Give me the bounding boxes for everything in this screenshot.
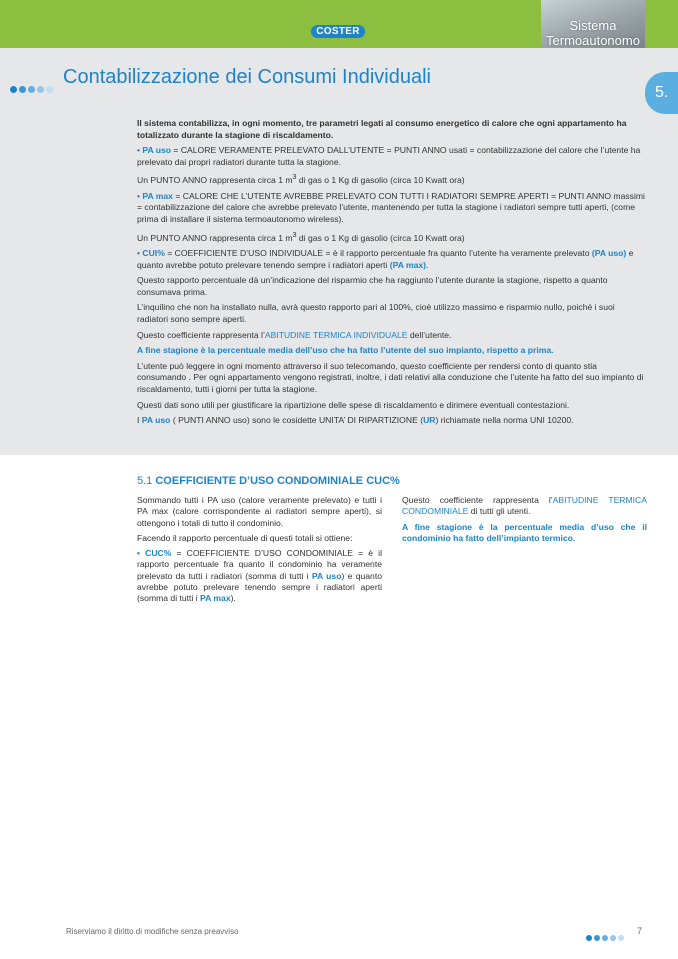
cui-term-pa-max: (PA max) <box>389 259 427 270</box>
corner-line-2: Termoautonomo <box>546 33 640 48</box>
abitudine-condominiale-paragraph <box>402 495 647 518</box>
intro-paragraph: Il sistema contabilizza, in ogni momento, tre parametri legati al consumo energetico di calore che ogni appartamento ha totalizzato durante la stagione di riscaldamento. <box>137 118 627 140</box>
abitudine-link: ABITUDINE TERMICA INDIVIDUALE <box>264 329 408 340</box>
section-number: 5.1 <box>137 475 153 487</box>
cuc-text-2: ) e quanto avrebbe potuto prelevare tenendo sempre i radiatori aperti (somma di tutti i <box>137 570 382 604</box>
punto-anno-paragraph-2 <box>137 230 647 244</box>
punto-anno-1-sup: 3 <box>292 173 297 182</box>
page-number: 7 <box>637 926 643 936</box>
chapter-tab: 5. <box>645 72 678 114</box>
cuc-term: • CUC% <box>137 548 172 559</box>
dot-4 <box>37 86 44 93</box>
ur-b: ( PUNTI ANNO uso) sono le cosidette UNITA’ DI RIPARTIZIONE ( <box>170 415 424 426</box>
cui-paragraph <box>137 248 647 271</box>
unita-ripartizione-paragraph <box>137 415 647 427</box>
fine-stagione-highlight: A fine stagione è la percentuale media dell’uso che ha fatto l’utente del suo impianto, rispetto a prima. <box>137 345 554 356</box>
cui-term-pa-uso: (PA uso) <box>591 248 627 259</box>
footer-dot-3 <box>602 935 608 941</box>
punto-anno-2-a: Un PUNTO ANNO rappresenta circa 1 m <box>137 232 293 243</box>
footer-dot-4 <box>610 935 616 941</box>
title-dots <box>10 80 55 98</box>
abit-cond-b: di tutti gli utenti. <box>468 506 531 517</box>
punto-anno-2-sup: 3 <box>292 230 297 239</box>
section-heading <box>137 475 400 487</box>
corner-line-1: Sistema <box>569 18 617 33</box>
cuc-term-pa-uso: PA uso <box>311 570 342 581</box>
cui-text-2: e quanto avrebbe potuto prelevare tenendo sempre i radiatori aperti <box>137 248 634 270</box>
ur-c: ) richiamate nella norma UNI 10200. <box>435 415 574 426</box>
abit-cond-a: Questo coefficiente rappresenta l’ <box>402 495 553 505</box>
dot-1 <box>10 86 17 93</box>
telecomando-paragraph: L’utente può leggere in ogni momento attraverso il suo telecomando, questo coefficiente per rendersi conto di quanto stia consumando . Per ogni appartamento vengono registrati, inoltre, i dati relativi alla conduzione che l’utente ha fatto del suo impianto di riscaldamento, tutti i giorni per tutta la stagione. <box>137 360 644 394</box>
pa-uso-paragraph <box>137 145 647 168</box>
abit-cond-link: ABITUDINE TERMICA CONDOMINIALE <box>402 495 647 517</box>
cuc-text-1: = COEFFICIENTE D’USO CONDOMINIALE = è il rapporto percentuale fra quanto il condominio ha veramente prelevato da tutti i radiatori (somma di tutti i <box>137 548 382 581</box>
punto-anno-1-a: Un PUNTO ANNO rappresenta circa 1 m <box>137 175 293 186</box>
pa-max-text: = CALORE CHE L’UTENTE AVREBBE PRELEVATO CON TUTTI I RADIATORI SEMPRE APERTI = PUNTI ANNO massimi = contabilizzazione del calore che avrebbe prelevato l’utente, mantenendo per tutta la stagione i radiatori sempre tutti aperti, (come prima di installare il sistema termoautonomo wireless). <box>137 190 645 225</box>
footer-note: Riserviamo il diritto di modifiche senza preavviso <box>66 927 239 936</box>
section-column-right <box>402 495 647 548</box>
abitudine-b: dell’utente. <box>407 329 452 340</box>
pa-max-paragraph <box>137 191 647 226</box>
page-title: Contabilizzazione dei Consumi Individuali <box>63 66 431 88</box>
ur-a: I <box>137 415 142 426</box>
risparmio-paragraph: Questo rapporto percentuale dà un’indicazione del risparmio che ha raggiunto l’utente durante la stagione, rispetto a quanto consumava prima. <box>137 275 608 297</box>
cuc-paragraph <box>137 548 382 604</box>
footer-dot-5 <box>618 935 624 941</box>
footer-dot-1 <box>586 935 592 941</box>
pa-uso-term: • PA uso <box>137 145 172 156</box>
cui-text-1: = COEFFICIENTE D’USO INDIVIDUALE = è il rapporto percentuale fra quanto l’utente ha veramente prelevato <box>164 248 592 259</box>
punto-anno-paragraph-1 <box>137 172 647 186</box>
cui-text-3: . <box>426 259 429 270</box>
cuc-term-pa-max: PA max <box>200 593 231 604</box>
rapporto-paragraph: Facendo il rapporto percentuale di questi totali si ottiene: <box>137 532 353 543</box>
dot-2 <box>19 86 26 93</box>
abitudine-a: Questo coefficiente rappresenta l’ <box>137 329 265 340</box>
dot-5 <box>46 86 53 93</box>
punto-anno-1-b: di gas o 1 Kg di gasolio (circa 10 Kwatt ora) <box>296 175 465 186</box>
fine-stagione-condominio-highlight: A fine stagione è la percentuale media d’uso che il condominio ha fatto dell’impianto termico. <box>402 521 647 543</box>
punto-anno-2-b: di gas o 1 Kg di gasolio (circa 10 Kwatt ora) <box>296 232 465 243</box>
dati-paragraph: Questi dati sono utili per giustificare la ripartizione delle spese di riscaldamento e dirimere eventuali contestazioni. <box>137 399 570 410</box>
cuc-text-3: ). <box>230 593 236 604</box>
main-text <box>137 118 647 431</box>
pa-max-term: • PA max <box>137 190 173 201</box>
footer-dots <box>586 928 626 946</box>
pa-uso-text: = CALORE VERAMENTE PRELEVATO DALL’UTENTE = PUNTI ANNO usati = contabilizzazione del calore che l’utente ha prelevato dai propri radiatori durante tutta la stagione. <box>137 145 641 167</box>
inquilino-paragraph: L’inquilino che non ha installato nulla, avrà questo rapporto pari al 100%, cioè utilizzo massimo e risparmio nullo, poiché i suoi radiatori sono sempre aperti. <box>137 302 615 325</box>
ur-term-pa-uso: PA uso <box>141 415 171 426</box>
section-column-left <box>137 495 382 609</box>
cui-term: • CUI% <box>137 248 165 259</box>
section-title: COEFFICIENTE D’USO CONDOMINIALE CUC% <box>155 475 400 487</box>
dot-3 <box>28 86 35 93</box>
ur-term: UR <box>423 415 436 426</box>
abitudine-paragraph <box>137 330 647 342</box>
coster-logo: COSTER <box>311 25 365 38</box>
footer-dot-2 <box>594 935 600 941</box>
sommando-paragraph: Sommando tutti i PA uso (calore veramente prelevato) e tutti i PA max (calore corrispondente ai radiatori sempre aperti), si ottengono i totali di tutto il condominio. <box>137 495 382 528</box>
